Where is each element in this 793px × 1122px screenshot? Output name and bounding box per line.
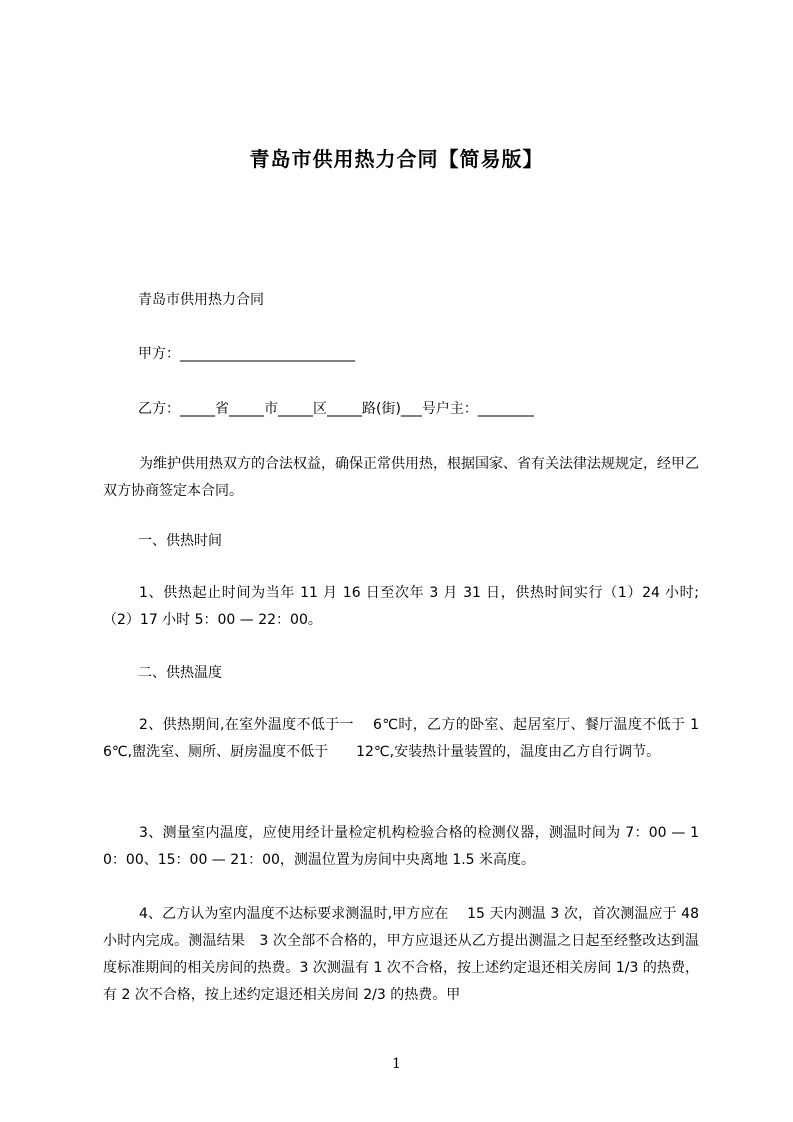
clause-2-paragraph: 2、供热期间,在室外温度不低于一 6℃时，乙方的卧室、起居室厅、餐厅温度不低于 16℃,盥洗室、厕所、厨房温度不低于 12℃,安装热计量装置的，温度由乙方自行调节。 xyxy=(103,717,699,760)
intro-paragraph: 为维护供用热双方的合法权益，确保正常供用热，根据国家、省有关法律法规规定，经甲乙双方协商签定本合同。 xyxy=(103,456,699,499)
party-a-line: 甲方：_________________________ xyxy=(138,346,355,362)
section-1-heading: 一、供热时间 xyxy=(138,533,222,549)
clause-1-paragraph: 1、供热起止时间为当年 11 月 16 日至次年 3 月 31 日，供热时间实行（1）24 小时;（2）17 小时 5：00 — 22：00。 xyxy=(103,585,699,628)
party-b-line: 乙方：_____省_____市_____区_____路(街)___号户主：________ xyxy=(138,401,534,417)
page-number: 1 xyxy=(392,1056,401,1072)
clause-3-paragraph: 3、测量室内温度，应使用经计量检定机构检验合格的检测仪器，测温时间为 7：00 — 10：00、15：00 — 21：00，测温位置为房间中央离地 1.5 米高度。 xyxy=(103,825,699,868)
contract-subtitle: 青岛市供用热力合同 xyxy=(138,292,264,308)
section-2-heading: 二、供热温度 xyxy=(138,665,222,681)
clause-4-paragraph: 4、乙方认为室内温度不达标要求测温时,甲方应在 15 天内测温 3 次，首次测温应于 48 小时内完成。测温结果 3 次全部不合格的，甲方应退还从乙方提出测温之日起至经整改达到温度标准期间的相关房间的热费。3 次测温有 1 次不合格，按上述约定退还相关房间 1/3 的热费，有 2 次不合格，按上述约定退还相关房间 2/3 的热费。甲 xyxy=(103,906,699,1003)
document-title: 青岛市供用热力合同【简易版】 xyxy=(249,147,544,171)
